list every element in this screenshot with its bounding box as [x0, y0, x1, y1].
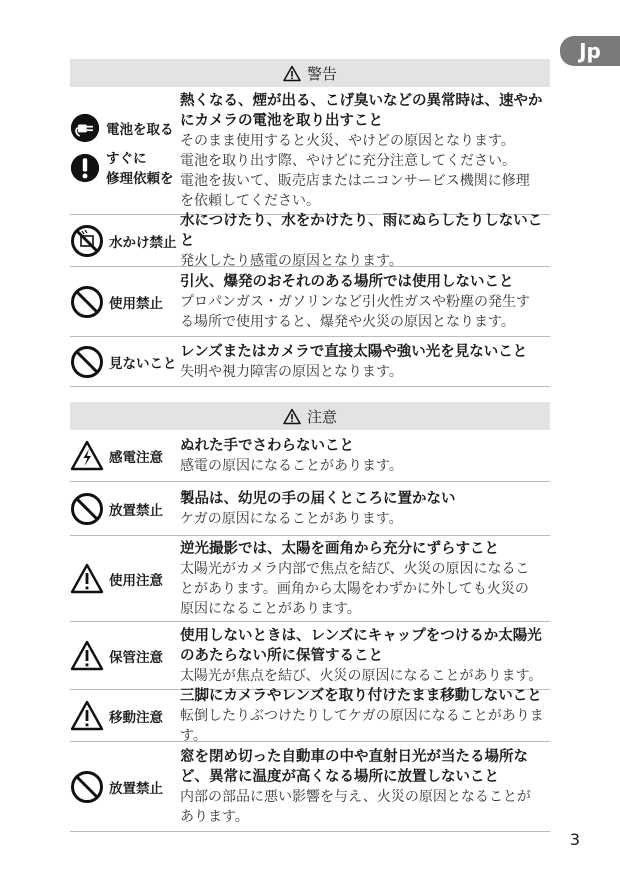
row-title: 使用しないときは、レンズにキャップをつけるか太陽光: [180, 627, 542, 644]
row-desc: 原因になることがあります。: [180, 600, 361, 617]
prohibited-icon: [70, 345, 104, 379]
caution-row-shock: [70, 430, 550, 482]
row-desc: ケガの原因になることがあります。: [180, 510, 403, 527]
language-tab: Jp: [560, 36, 620, 66]
caution-row-backlight: [70, 536, 550, 622]
row-desc: 失明や視力障害の原因となります。: [180, 363, 403, 380]
row-title: ど、異常に温度が高くなる場所に放置しないこと: [180, 768, 499, 785]
row-label: 使用注意: [109, 572, 163, 589]
battery-label: [70, 87, 180, 214]
row-desc: る場所で使用すると、爆発や火災の原因となります。: [180, 313, 515, 330]
row-desc: を依頼してください。: [180, 192, 320, 209]
row-desc: 電池を抜いて、販売店またはニコンサービス機関に修理: [180, 172, 530, 189]
row-desc: 感電の原因になることがあります。: [180, 457, 403, 474]
label-line: 修理依頼を: [106, 170, 174, 187]
row-title: のあたらない所に保管すること: [180, 647, 383, 664]
row-desc: 太陽光がカメラ内部で焦点を結び、火災の原因になるこ: [180, 560, 530, 577]
row-desc: プロパンガス・ガソリンなど引火性ガスや粉塵の発生す: [180, 293, 530, 310]
caution-triangle-icon: [70, 699, 104, 733]
row-label: 使用禁止: [109, 295, 163, 312]
row-title: 窓を閉め切った自動車の中や直射日光が当たる場所な: [180, 748, 528, 765]
row-desc: 太陽光が焦点を結び、火災の原因になることがあります。: [180, 667, 543, 684]
warning-heading-text: 警告: [306, 64, 337, 83]
caution-row-children: [70, 482, 550, 536]
warning-triangle-icon: [283, 408, 301, 425]
row-desc: 発火したり感電の原因となります。: [180, 252, 403, 269]
row-label: 水かけ禁止: [109, 234, 177, 251]
row-desc: 電池を取り出す際、やけどに充分注意してください。: [180, 152, 516, 169]
caution-row-tripod: [70, 687, 550, 744]
caution-row-heat: [70, 742, 550, 832]
row-title: 逆光撮影では、太陽を画角から充分にずらすこと: [180, 540, 499, 557]
row-label: 感電注意: [109, 449, 163, 466]
prohibited-icon: [70, 492, 104, 526]
label-line: すぐに: [106, 150, 147, 167]
row-title: 三脚にカメラやレンズを取り付けたまま移動しないこと: [180, 687, 542, 704]
warning-row-water: [70, 212, 550, 269]
row-desc: あります。: [180, 808, 249, 825]
caution-heading-text: 注意: [306, 407, 337, 426]
row-desc: 転倒したりぶつけたりしてケガの原因になることがあります。: [180, 707, 544, 744]
label-line: 電池を取る: [106, 121, 174, 138]
battery-text: [180, 87, 550, 214]
page-number: 3: [569, 830, 580, 849]
caution-heading: [70, 402, 550, 430]
warning-row-sun: [70, 337, 550, 387]
row-label: 放置禁止: [109, 780, 163, 797]
warning-section: [70, 59, 550, 387]
prohibited-icon: [70, 285, 104, 319]
caution-triangle-icon: [70, 639, 104, 673]
caution-triangle-icon: [70, 562, 104, 596]
warning-row-flammable: [70, 267, 550, 337]
row-label: 放置禁止: [109, 502, 163, 519]
row-label: 移動注意: [109, 709, 163, 726]
exclamation-icon: [70, 153, 100, 183]
warning-triangle-icon: [283, 65, 301, 82]
row-label: 保管注意: [109, 649, 163, 666]
warning-heading: [70, 59, 550, 87]
row-label: 見ないこと: [109, 355, 177, 372]
row-desc: 内部の部品に悪い影響を与え、火災の原因となることが: [180, 788, 531, 805]
caution-section: [70, 402, 550, 832]
row-title: ぬれた手でさわらないこと: [180, 437, 354, 454]
warning-row-battery: [70, 87, 550, 215]
row-title: にカメラの電池を取り出すこと: [180, 112, 383, 129]
row-title: レンズまたはカメラで直接太陽や強い光を見ないこと: [180, 343, 528, 360]
row-desc: とがあります。画角から太陽をわずかに外しても火災の: [180, 580, 529, 597]
row-title: 熱くなる、煙が出る、こげ臭いなどの異常時は、速やか: [180, 92, 543, 109]
caution-row-storage: [70, 622, 550, 690]
plug-removal-icon: [70, 113, 100, 143]
row-title: 製品は、幼児の手の届くところに置かない: [180, 490, 456, 507]
row-desc: そのまま使用すると火災、やけどの原因となります。: [180, 132, 515, 149]
electric-shock-icon: [70, 439, 104, 473]
prohibited-icon: [70, 770, 104, 804]
no-water-icon: [70, 224, 104, 258]
row-title: 水につけたり、水をかけたり、雨にぬらしたりしないこと: [180, 212, 543, 249]
row-title: 引火、爆発のおそれのある場所では使用しないこと: [180, 273, 514, 290]
